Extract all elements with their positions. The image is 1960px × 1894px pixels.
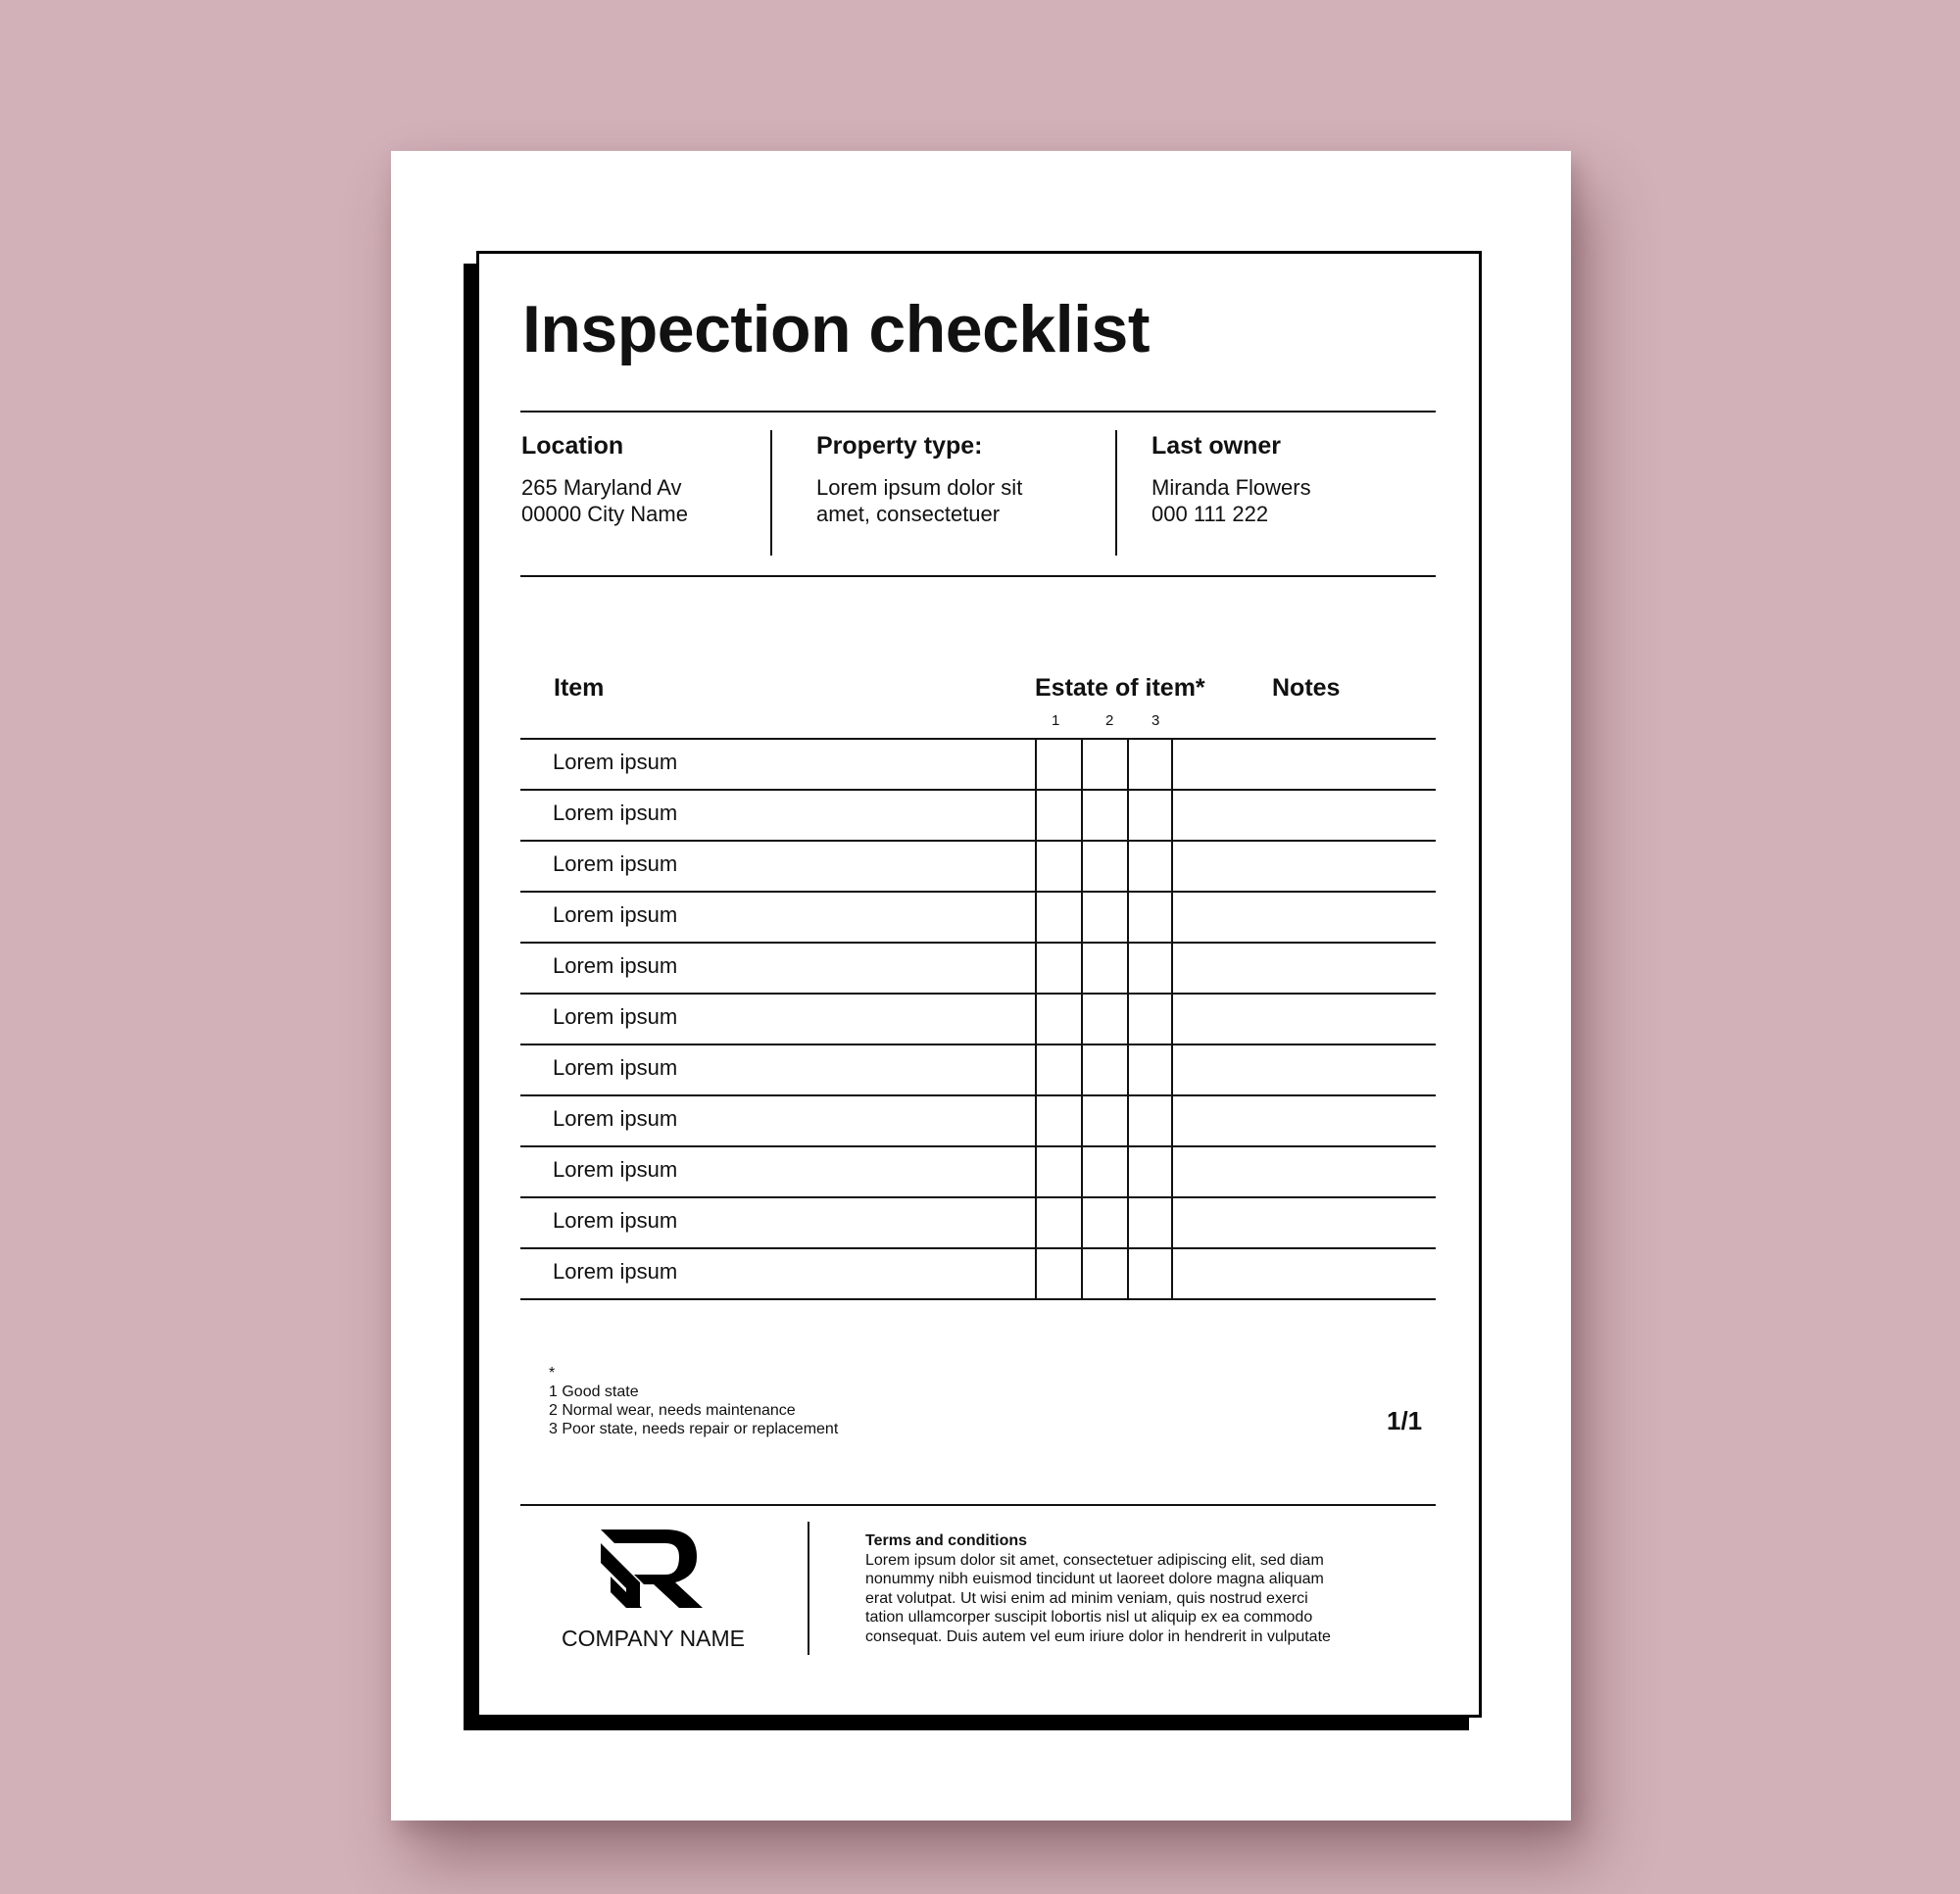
legend-line-3: 3 Poor state, needs repair or replacement [549,1421,839,1437]
legend-marker: * [549,1365,556,1382]
estate-column-1: 1 [1052,712,1060,729]
table-row [520,1196,1436,1247]
estate-checkbox-1[interactable] [1035,891,1081,942]
divider-top [520,411,1436,413]
table-row [520,993,1436,1044]
divider-info-bottom [520,575,1436,577]
estate-checkbox-2[interactable] [1081,789,1127,840]
estate-checkbox-1[interactable] [1035,738,1081,789]
location-label: Location [521,432,624,460]
estate-checkbox-3[interactable] [1127,1044,1173,1094]
estate-checkbox-1[interactable] [1035,1196,1081,1247]
table-row [520,840,1436,891]
company-name: COMPANY NAME [562,1626,746,1651]
estate-checkbox-3[interactable] [1127,1196,1173,1247]
table-row [520,789,1436,840]
row-label: Lorem ipsum [553,1208,678,1233]
checklist-document [476,251,1482,1718]
estate-checkbox-3[interactable] [1127,942,1173,993]
estate-checkbox-3[interactable] [1127,993,1173,1044]
estate-checkbox-3[interactable] [1127,840,1173,891]
terms-line-4: tation ullamcorper suscipit lobortis nisl ut aliquip ex ea commodo [865,1609,1313,1626]
row-label: Lorem ipsum [553,1157,678,1182]
table-row [520,891,1436,942]
footer-separator [808,1522,809,1655]
last-owner-label: Last owner [1152,432,1281,460]
property-type-line-2: amet, consectetuer [816,502,1001,526]
estate-checkbox-1[interactable] [1035,942,1081,993]
estate-checkbox-2[interactable] [1081,738,1127,789]
table-row [520,1247,1436,1300]
estate-checkbox-2[interactable] [1081,942,1127,993]
row-label: Lorem ipsum [553,801,678,825]
terms-and-conditions [865,1531,1414,1646]
estate-checkbox-1[interactable] [1035,993,1081,1044]
estate-checkbox-2[interactable] [1081,1145,1127,1196]
estate-checkbox-3[interactable] [1127,789,1173,840]
estate-checkbox-1[interactable] [1035,1044,1081,1094]
location-line-1: 265 Maryland Av [521,475,682,500]
estate-column-2: 2 [1105,712,1114,729]
estate-checkbox-2[interactable] [1081,1247,1127,1298]
terms-line-5: consequat. Duis autem vel eum iriure dolor in hendrerit in vulputate [865,1627,1331,1645]
terms-title: Terms and conditions [865,1532,1028,1549]
estate-checkbox-1[interactable] [1035,840,1081,891]
divider-footer [520,1504,1436,1506]
row-label: Lorem ipsum [553,1259,678,1284]
legend-line-1: 1 Good state [549,1384,639,1400]
estate-checkbox-1[interactable] [1035,1094,1081,1145]
estate-checkbox-1[interactable] [1035,1145,1081,1196]
row-label: Lorem ipsum [553,1106,678,1131]
row-label: Lorem ipsum [553,851,678,876]
info-separator-1 [770,430,772,556]
info-separator-2 [1115,430,1117,556]
estate-legend [549,1364,838,1438]
row-label: Lorem ipsum [553,953,678,978]
terms-line-2: nonummy nibh euismod tincidunt ut laoreet dolore magna aliquam [865,1571,1324,1587]
last-owner-block [1152,432,1311,527]
estate-checkbox-3[interactable] [1127,1247,1173,1298]
checklist-table [520,738,1436,1300]
estate-checkbox-2[interactable] [1081,1094,1127,1145]
estate-checkbox-3[interactable] [1127,1094,1173,1145]
row-label: Lorem ipsum [553,1055,678,1080]
table-row [520,942,1436,993]
property-type-block [816,432,1022,527]
r-logo-icon [601,1530,703,1608]
header-notes: Notes [1272,674,1341,702]
row-label: Lorem ipsum [553,1004,678,1029]
estate-checkbox-2[interactable] [1081,993,1127,1044]
estate-column-3: 3 [1152,712,1160,729]
property-type-line-1: Lorem ipsum dolor sit [816,475,1023,500]
estate-checkbox-3[interactable] [1127,891,1173,942]
estate-checkbox-3[interactable] [1127,738,1173,789]
table-row [520,1044,1436,1094]
location-line-2: 00000 City Name [521,502,688,526]
estate-checkbox-2[interactable] [1081,891,1127,942]
estate-checkbox-3[interactable] [1127,1145,1173,1196]
location-block [521,432,688,527]
property-type-label: Property type: [816,432,983,460]
last-owner-phone: 000 111 222 [1152,502,1269,526]
estate-checkbox-2[interactable] [1081,1044,1127,1094]
page-title: Inspection checklist [522,292,1150,366]
terms-line-3: erat volutpat. Ut wisi enim ad minim veniam, quis nostrud exerci [865,1589,1308,1607]
table-row [520,1094,1436,1145]
legend-line-2: 2 Normal wear, needs maintenance [549,1402,796,1419]
estate-checkbox-1[interactable] [1035,789,1081,840]
page-number: 1/1 [1387,1406,1423,1435]
row-label: Lorem ipsum [553,750,678,774]
estate-checkbox-1[interactable] [1035,1247,1081,1298]
header-estate: Estate of item* [1035,674,1205,702]
table-row [520,1145,1436,1196]
estate-checkbox-2[interactable] [1081,840,1127,891]
row-label: Lorem ipsum [553,902,678,927]
table-row [520,738,1436,789]
estate-checkbox-2[interactable] [1081,1196,1127,1247]
last-owner-name: Miranda Flowers [1152,475,1311,500]
terms-line-1: Lorem ipsum dolor sit amet, consectetuer adipiscing elit, sed diam [865,1551,1324,1569]
header-item: Item [554,674,605,702]
